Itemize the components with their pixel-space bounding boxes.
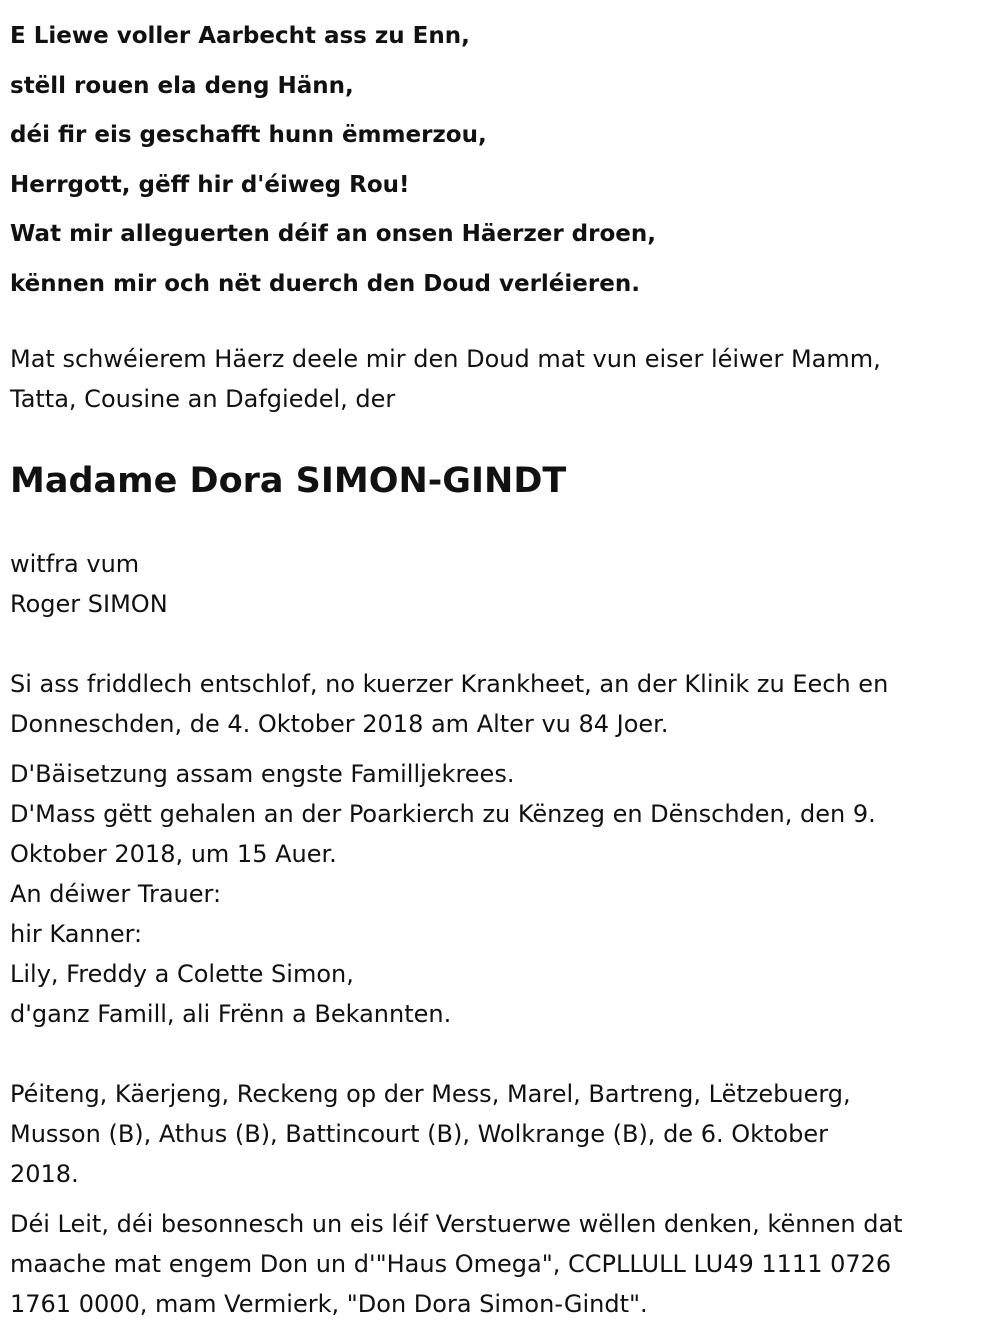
intro-paragraph xyxy=(10,339,990,419)
poem-line: kënnen mir och nët duerch den Doud verléieren. xyxy=(10,270,640,297)
passing-line: Donneschden, de 4. Oktober 2018 am Alter vu 84 Joer. xyxy=(10,710,669,738)
details-line: hir Kanner: xyxy=(10,920,143,948)
intro-line: Tatta, Cousine an Dafgiedel, der xyxy=(10,385,396,413)
passing-paragraph xyxy=(10,664,990,744)
places-line: Musson (B), Athus (B), Battincourt (B), Wolkrange (B), de 6. Oktober xyxy=(10,1120,828,1148)
donation-paragraph xyxy=(10,1204,990,1324)
passing-line: Si ass friddlech entschlof, no kuerzer Krankheet, an der Klinik zu Eech en xyxy=(10,670,889,698)
poem-line: Wat mir alleguerten déif an onsen Häerzer droen, xyxy=(10,221,656,247)
details-line: Lily, Freddy a Colette Simon, xyxy=(10,960,354,988)
details-line: D'Bäisetzung assam engste Familljekrees. xyxy=(10,760,515,788)
memorial-poem xyxy=(10,0,990,309)
widow-paragraph xyxy=(10,544,990,624)
donation-line: maache mat engem Don un d'"Haus Omega", CCPLLULL LU49 1111 0726 xyxy=(10,1250,892,1278)
details-line: d'ganz Famill, ali Frënn a Bekannten. xyxy=(10,1000,452,1028)
poem-line: E Liewe voller Aarbecht ass zu Enn, xyxy=(10,23,470,49)
places-line: Péiteng, Käerjeng, Reckeng op der Mess, Marel, Bartreng, Lëtzebuerg, xyxy=(10,1080,851,1108)
deceased-name: Madame Dora SIMON-GINDT xyxy=(10,461,567,501)
places-date-paragraph xyxy=(10,1074,990,1194)
places-line: 2018. xyxy=(10,1160,79,1188)
poem-line: stëll rouen ela deng Hänn, xyxy=(10,72,354,99)
donation-line: 1761 0000, mam Vermierk, "Don Dora Simon-Gindt". xyxy=(10,1290,648,1318)
intro-line: Mat schwéierem Häerz deele mir den Doud mat vun eiser léiwer Mamm, xyxy=(10,345,881,373)
details-line: Oktober 2018, um 15 Auer. xyxy=(10,840,337,868)
details-line: D'Mass gëtt gehalen an der Poarkierch zu Kënzeg en Dënschden, den 9. xyxy=(10,800,876,828)
widow-line: Roger SIMON xyxy=(10,590,168,618)
donation-line: Déi Leit, déi besonnesch un eis léif Verstuerwe wëllen denken, kënnen dat xyxy=(10,1210,903,1238)
funeral-details-paragraph xyxy=(10,754,990,1034)
poem-line: déi fir eis geschafft hunn ëmmerzou, xyxy=(10,122,487,148)
poem-line: Herrgott, gëff hir d'éiweg Rou! xyxy=(10,171,410,198)
details-line: An déiwer Trauer: xyxy=(10,880,222,908)
widow-line: witfra vum xyxy=(10,550,140,578)
